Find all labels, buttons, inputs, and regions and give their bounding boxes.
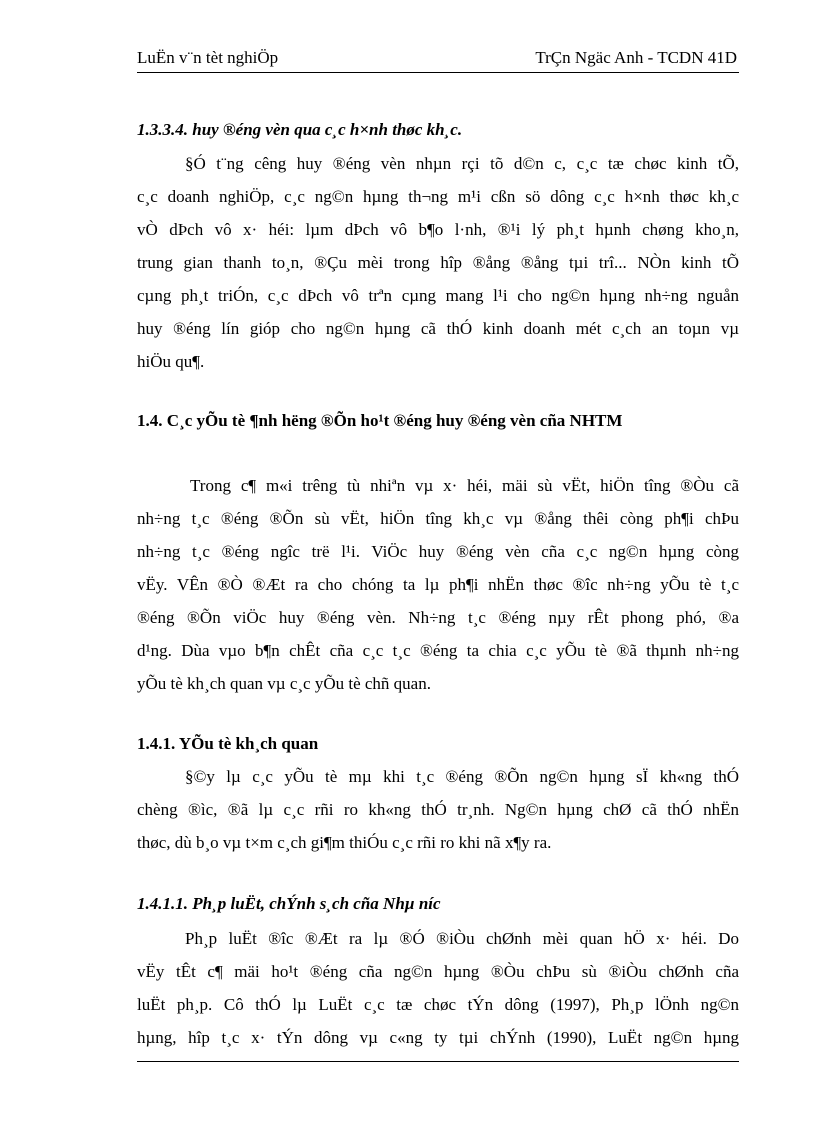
paragraph-line: vÒ dÞch vô x· héi: lµm dÞch vô b¶o l·nh, ®¹i lý ph¸t hµnh chøng kho¸n,	[137, 220, 739, 239]
paragraph-line: yÕu tè kh¸ch quan vµ c¸c yÕu tè chñ quan.	[137, 674, 431, 693]
paragraph-line: Ph¸p luËt ®îc ®Æt ra lµ ®Ó ®iÒu chØnh mèi quan hÖ x· héi. Do	[185, 929, 739, 948]
paragraph-line: §Ó t¨ng cêng huy ®éng vèn nhµn rçi tõ d©n c, c¸c tæ chøc kinh tÕ,	[185, 154, 739, 173]
section-heading-1-4-1: 1.4.1. YÕu tè kh¸ch quan	[137, 734, 319, 753]
paragraph-line: vËy tÊt c¶ mäi ho¹t ®éng cña ng©n hµng ®Òu chÞu sù ®iÒu chØnh cña	[137, 962, 739, 981]
paragraph-line: vËy. VÊn ®Ò ®Æt ra cho chóng ta lµ ph¶i nhËn thøc ®îc nh÷ng yÕu tè t¸c	[137, 575, 739, 594]
section-heading-1-3-3-4: 1.3.3.4. huy ®éng vèn qua c¸c h×nh thøc kh¸c.	[137, 120, 463, 139]
header-author: TrÇn Ngäc Anh - TCDN 41D	[535, 48, 737, 67]
section-heading-1-4: 1.4. C¸c yÕu tè ¶nh hëng ®Õn ho¹t ®éng huy ®éng vèn cña NHTM	[137, 411, 623, 430]
paragraph-line: §©y lµ c¸c yÕu tè mµ khi t¸c ®éng ®Õn ng©n hµng sÏ kh«ng thÓ	[185, 767, 739, 786]
paragraph-line: ®éng ®Õn viÖc huy ®éng vèn. Nh÷ng t¸c ®éng nµy rÊt phong phó, ®a	[137, 608, 739, 627]
header-rule	[137, 72, 739, 73]
paragraph-line: chèng ®ìc, ®ã lµ c¸c rñi ro kh«ng thÓ tr¸nh. Ng©n hµng chØ cã thÓ nhËn	[137, 800, 739, 819]
footer-rule	[137, 1061, 739, 1062]
paragraph-line: luËt ph¸p. Cô thÓ lµ LuËt c¸c tæ chøc tÝn dông (1997), Ph¸p lÖnh ng©n	[137, 995, 739, 1014]
paragraph-line: hµng, hîp t¸c x· tÝn dông vµ c«ng ty tµi chÝnh (1990), LuËt ng©n hµng	[137, 1028, 739, 1047]
page-header	[137, 48, 737, 70]
paragraph-line: d¹ng. Dùa vµo b¶n chÊt cña c¸c t¸c ®éng ta chia c¸c yÕu tè ®ã thµnh nh÷ng	[137, 641, 739, 660]
paragraph-line: hiÖu qu¶.	[137, 352, 205, 371]
paragraph-line: thøc, dù b¸o vµ t×m c¸ch gi¶m thiÓu c¸c rñi ro khi nã x¶y ra.	[137, 833, 552, 852]
paragraph-line: trung gian thanh to¸n, ®Çu mèi trong hîp ®ång ®ång tµi trî... NÒn kinh tÕ	[137, 253, 739, 272]
section-heading-1-4-1-1: 1.4.1.1. Ph¸p luËt, chÝnh s¸ch cña Nhµ níc	[137, 894, 441, 913]
paragraph-line: nh÷ng t¸c ®éng ®Õn sù vËt, hiÖn tîng kh¸c vµ ®ång thêi còng ph¶i chÞu	[137, 509, 739, 528]
paragraph-line: nh÷ng t¸c ®éng ngîc trë l¹i. ViÖc huy ®éng vèn cña c¸c ng©n hµng còng	[137, 542, 739, 561]
paragraph-line: cµng ph¸t triÓn, c¸c dÞch vô trªn cµng mang l¹i cho ng©n hµng nh÷ng nguån	[137, 286, 739, 305]
paragraph-line: Trong c¶ m«i trêng tù nhiªn vµ x· héi, mäi sù vËt, hiÖn tîng ®Òu cã	[190, 476, 739, 495]
paragraph-line: c¸c doanh nghiÖp, c¸c ng©n hµng th¬ng m¹i cßn sö dông c¸c h×nh thøc kh¸c	[137, 187, 739, 206]
paragraph-line: huy ®éng lín gióp cho ng©n hµng cã thÓ kinh doanh mét c¸ch an toµn vµ	[137, 319, 739, 338]
header-thesis-title: LuËn v¨n tèt nghiÖp	[137, 48, 279, 67]
